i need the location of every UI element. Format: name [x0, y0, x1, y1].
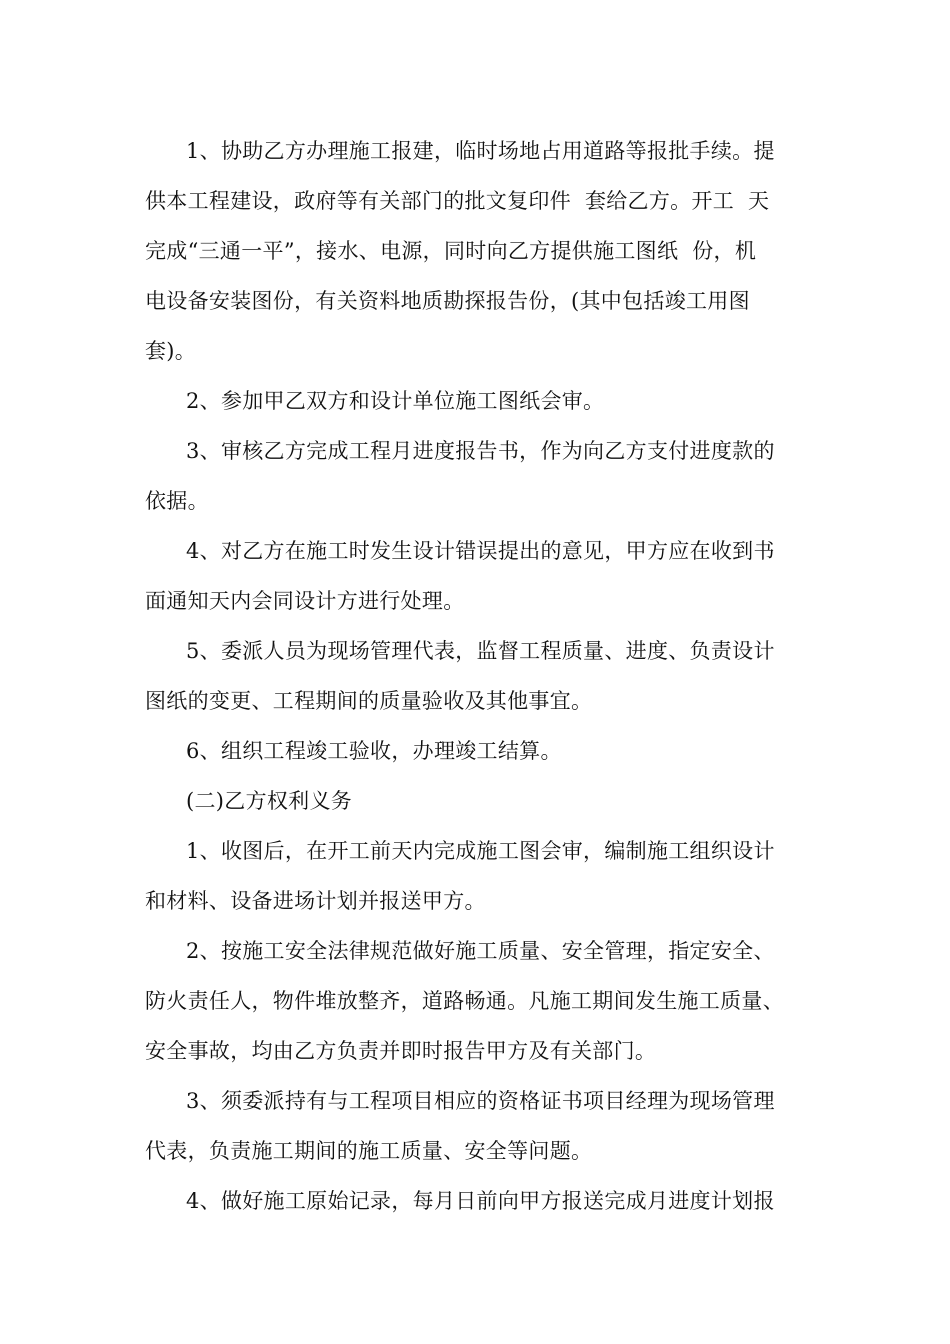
section-heading: (二)乙方权利义务 — [186, 789, 353, 813]
text-line: 4、做好施工原始记录，每月日前向甲方报送完成月进度计划报 — [186, 1189, 775, 1213]
text-line: 供本工程建设，政府等有关部门的批文复印件 套给乙方。开工 天 — [145, 189, 770, 213]
text-line: 依据。 — [145, 489, 209, 513]
text-line: 套)。 — [145, 339, 197, 363]
text-line: 5、委派人员为现场管理代表，监督工程质量、进度、负责设计 — [186, 639, 775, 663]
text-line: 图纸的变更、工程期间的质量验收及其他事宜。 — [145, 689, 593, 713]
text-line: 和材料、设备进场计划并报送甲方。 — [145, 889, 486, 913]
text-line: 3、须委派持有与工程项目相应的资格证书项目经理为现场管理 — [186, 1089, 775, 1113]
text-line: 防火责任人，物件堆放整齐，道路畅通。凡施工期间发生施工质量、 — [145, 989, 784, 1013]
text-line: 面通知天内会同设计方进行处理。 — [145, 589, 465, 613]
text-line: 2、按施工安全法律规范做好施工质量、安全管理，指定安全、 — [186, 939, 775, 963]
text-line: 1、协助乙方办理施工报建，临时场地占用道路等报批手续。提 — [186, 139, 775, 163]
text-line: 安全事故，均由乙方负责并即时报告甲方及有关部门。 — [145, 1039, 657, 1063]
text-line: 6、组织工程竣工验收，办理竣工结算。 — [186, 739, 562, 763]
text-line: 3、审核乙方完成工程月进度报告书，作为向乙方支付进度款的 — [186, 439, 775, 463]
text-line: 代表，负责施工期间的施工质量、安全等问题。 — [145, 1139, 593, 1163]
text-line: 完成“三通一平”，接水、电源，同时向乙方提供施工图纸 份，机 — [145, 239, 757, 263]
text-line: 1、收图后，在开工前天内完成施工图会审，编制施工组织设计 — [186, 839, 775, 863]
text-line: 2、参加甲乙双方和设计单位施工图纸会审。 — [186, 389, 605, 413]
text-line: 电设备安装图份，有关资料地质勘探报告份，(其中包括竣工用图 — [145, 289, 750, 313]
text-line: 4、对乙方在施工时发生设计错误提出的意见，甲方应在收到书 — [186, 539, 775, 563]
